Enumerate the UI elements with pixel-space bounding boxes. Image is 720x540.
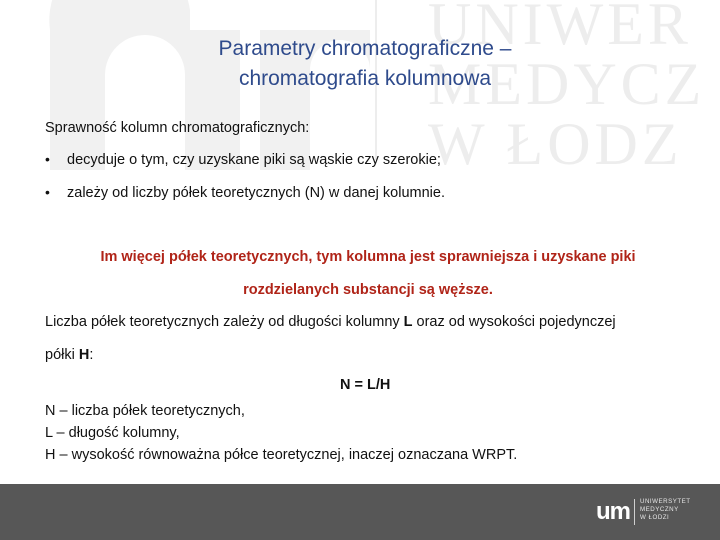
university-logo-line-3: W ŁODZI (640, 514, 670, 521)
plates-text-2b: H (78, 347, 90, 363)
university-logo-line-1: UNIWERSYTET (640, 498, 691, 505)
plates-text-2c: : (89, 347, 94, 363)
university-logo-name (640, 498, 691, 522)
bullet-marker-1: • (45, 151, 50, 167)
formula: N = L/H (340, 377, 391, 393)
watermark-line-3: W ŁODZ (428, 111, 683, 177)
bullet-marker-2: • (45, 184, 50, 200)
slide-title-line-2: chromatografia kolumnowa (238, 67, 492, 90)
bullet-item-2: zależy od liczby półek teoretycznych (N) w danej kolumnie. (67, 185, 445, 201)
plates-text-2a: półki (45, 347, 79, 363)
watermark-line-1: UNIWER (428, 0, 692, 57)
slide-title-line-1: Parametry chromatograficzne – (218, 37, 512, 60)
footer-bar (0, 484, 720, 540)
plates-text-1c: oraz od wysokości pojedynczej (412, 314, 616, 330)
plates-text-1b: L (403, 314, 413, 330)
definition-h: H – wysokość równoważna półce teoretycznej, inaczej oznaczana WRPT. (45, 447, 518, 463)
highlight-line-2: rozdzielanych substancji są węższe. (243, 282, 493, 298)
intro-text: Sprawność kolumn chromatograficznych: (45, 120, 310, 136)
definition-l: L – długość kolumny, (45, 425, 180, 441)
university-logo (596, 498, 706, 526)
slide-title (0, 34, 720, 94)
highlight-line-1: Im więcej półek teoretycznych, tym kolumna jest sprawniejsza i uzyskane piki (100, 249, 636, 265)
bullet-item-1: decyduje o tym, czy uzyskane piki są wąskie czy szerokie; (67, 152, 441, 168)
plates-text-1a: Liczba półek teoretycznych zależy od długości kolumny (45, 314, 404, 330)
definition-n: N – liczba półek teoretycznych, (45, 403, 245, 419)
university-logo-separator (634, 499, 635, 525)
watermark-line-2: MEDYCZ (428, 51, 706, 117)
plates-text-line-2 (45, 346, 93, 364)
plates-text-line-1 (45, 313, 616, 331)
university-logo-mark: um (596, 498, 630, 525)
university-logo-line-2: MEDYCZNY (640, 506, 679, 513)
